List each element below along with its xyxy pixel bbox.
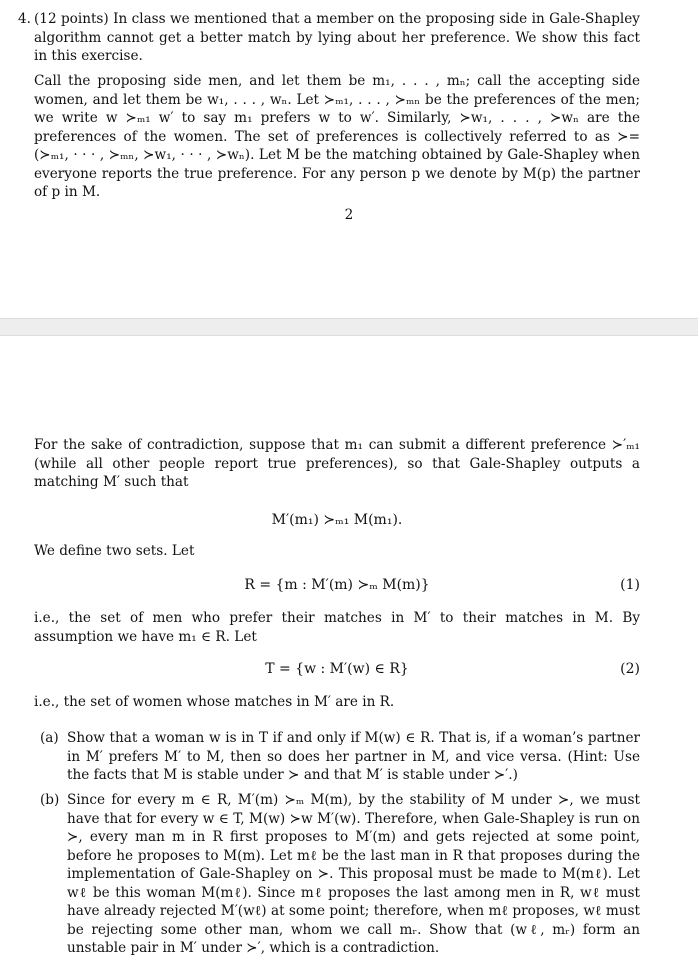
contradiction-paragraph: For the sake of contradiction, suppose that m₁ can submit a different preference ≻′ₘ₁ (while all other people report true preferences), so that Gale-Shapley outputs a matching M′ such that (34, 437, 640, 490)
page-top (0, 0, 698, 318)
after-equation-1-text: i.e., the set of men who prefer their matches in M′ to their matches in M. By assumption we have m₁ ∈ R. Let (34, 610, 640, 645)
equation-1: R = {m : M′(m) ≻ₘ M(m)} (244, 577, 430, 593)
item-a-text: Show that a woman w is in T if and only if M(w) ∈ R. That is, if a woman’s partner in M′ prefers M′ to M, then so does her partner in M, and vice versa. (Hint: Use the facts that M is stable under ≻ and that M′ is stable under ≻′.) (67, 730, 640, 783)
equation-1-number: (1) (620, 577, 640, 593)
page-number: 2 (344, 207, 354, 223)
question-intro: (12 points) In class we mentioned that a member on the proposing side in Gale-Shapley algorithm cannot get a better match by lying about her preference. We show this fact in this exercise. (34, 11, 640, 64)
equation-2: T = {w : M′(w) ∈ R} (265, 661, 409, 677)
item-b-label: (b) (40, 792, 60, 808)
define-sets-text: We define two sets. Let (34, 543, 195, 559)
item-b-text: Since for every m ∈ R, M′(m) ≻ₘ M(m), by the stability of M under ≻, we must have that for every w ∈ T, M(w) ≻w M′(w). Therefore, when Gale-Shapley is run on ≻, every man m in R first proposes to M′(m) and gets rejected at some point, before he proposes to M(m). Let mℓ be the last man in R that proposes during the implementation of Gale-Shapley on ≻. This proposal must be made to M(mℓ). Let wℓ be this woman M(mℓ). Since mℓ proposes the last among men in R, wℓ must have already rejected M′(wℓ) at some point; therefore, when mℓ proposes, wℓ must be rejecting some other man, whom we call mᵣ. Show that (wℓ, mᵣ) form an unstable pair in M′ under ≻′, which is a contradiction. (67, 792, 640, 956)
setup-paragraph: Call the proposing side men, and let them be m₁, . . . , mₙ; call the accepting side women, and let them be w₁, . . . , wₙ. Let ≻ₘ₁, . . . , ≻ₘₙ be the preferences of the men; we write w ≻ₘ₁ w′ to say m₁ prefers w to w′. Similarly, ≻w₁, . . . , ≻wₙ are the preferences of the women. The set of preferences is collectively referred to as ≻= (≻ₘ₁, · · · , ≻ₘₙ, ≻w₁, · · · , ≻wₙ). Let M be the matching obtained by Gale-Shapley when everyone reports the true preference. For any person p we denote by M(p) the partner of p in M. (34, 73, 640, 200)
page-separator (0, 318, 698, 336)
item-a-label: (a) (40, 730, 59, 746)
after-equation-2-text: i.e., the set of women whose matches in M′ are in R. (34, 694, 395, 710)
page-bottom (0, 336, 698, 979)
question-number: 4. (18, 11, 31, 27)
equation-2-number: (2) (620, 661, 640, 677)
display-equation: M′(m₁) ≻ₘ₁ M(m₁). (271, 512, 403, 528)
